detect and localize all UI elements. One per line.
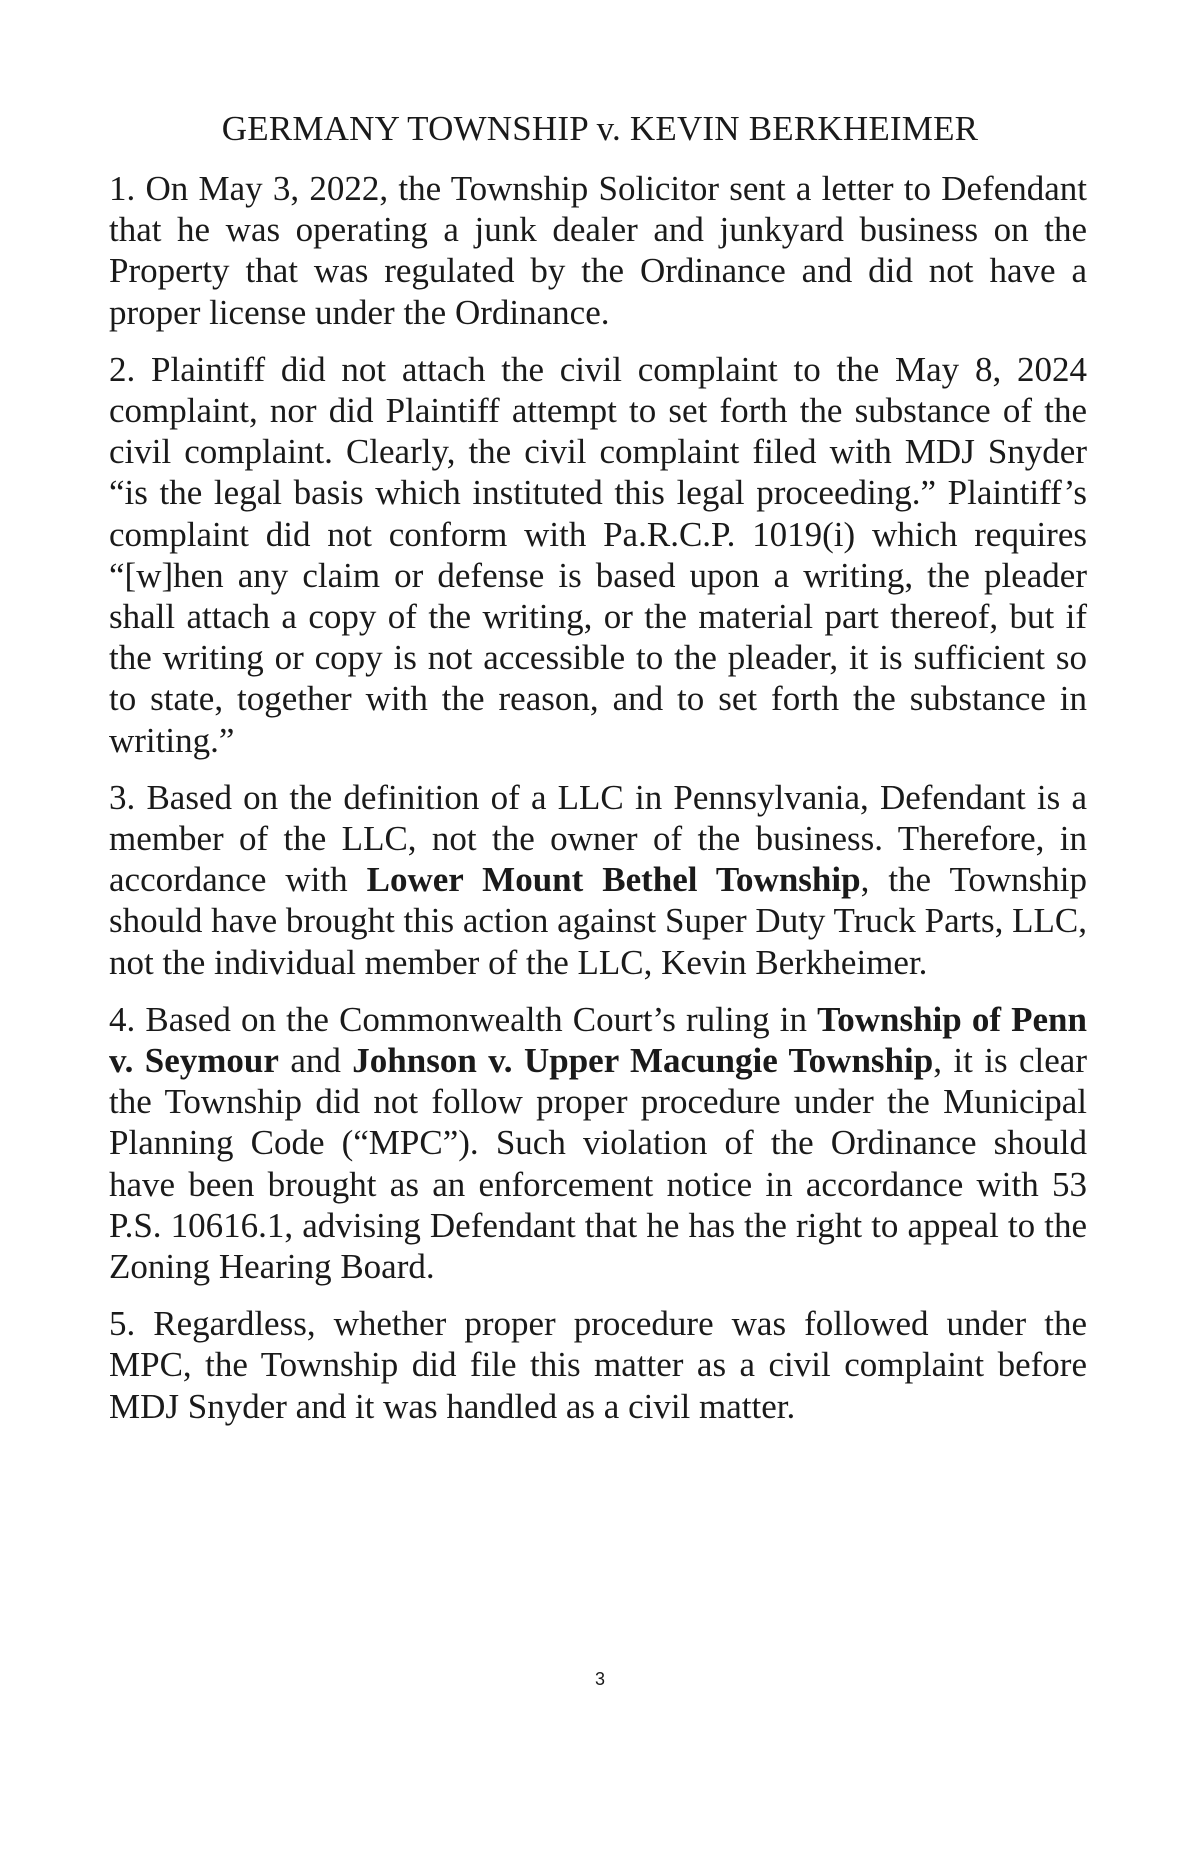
paragraph-text: , it is clear the Township did not follow proper procedure under the Municipal Planning Code (“MPC”). Such violation of the Ordinance should have been brought as an enforcement notice in accordance with 53 P.S. 10616.1, advising Defendant that he has the right to appeal to the Zoning Hearing Board. xyxy=(109,1041,1087,1287)
page-number: 3 xyxy=(594,1669,605,1689)
running-head-title: GERMANY TOWNSHIP v. KEVIN BERKHEIMER xyxy=(221,109,979,148)
paragraph-text: 3. Based on the definition of a LLC in Pennsylvania, Defendant is a member of the LLC, not the owner of the business. Therefore, in accordance with xyxy=(109,777,1087,900)
paragraph-text: 4. Based on the Commonwealth Court’s ruling in xyxy=(109,999,818,1039)
paragraph-3 xyxy=(109,777,1087,983)
paragraph-text: 1. On May 3, 2022, the Township Solicitor sent a letter to Defendant that he was operating a junk dealer and junkyard business on the Property that was regulated by the Ordinance and did not have a proper license under the Ordinance. xyxy=(109,169,1087,332)
paragraph-4 xyxy=(109,999,1087,1287)
paragraph-text: 2. Plaintiff did not attach the civil complaint to the May 8, 2024 complaint, nor did Plaintiff attempt to set forth the substance of the civil complaint. Clearly, the civil complaint filed with MDJ Snyder “is the legal basis which instituted this legal proceeding.” Plaintiff’s complaint did not conform with Pa.R.C.P. 1019(i) which requires “[w]hen any claim or defense is based upon a writing, the pleader shall attach a copy of the writing, or the material part thereof, but if the writing or copy is not accessible to the pleader, it is sufficient so to state, together with the reason, and to set forth the substance in writing.” xyxy=(109,349,1087,760)
case-citation-bold: Johnson v. Upper Macungie Township xyxy=(352,1041,934,1081)
case-citation-bold: Lower Mount Bethel Township xyxy=(366,860,861,900)
paragraph-2 xyxy=(109,349,1087,761)
document-body xyxy=(109,168,1087,1443)
paragraph-1 xyxy=(109,168,1087,333)
paragraph-text: , the Township should have brought this action against Super Duty Truck Parts, LLC, not the individual member of the LLC, Kevin Berkheimer. xyxy=(109,860,1087,982)
case-citation-bold: Township of Penn v. Seymour xyxy=(109,999,1087,1081)
paragraph-5 xyxy=(109,1303,1087,1427)
paragraph-text: 5. Regardless, whether proper procedure was followed under the MPC, the Township did file this matter as a civil complaint before MDJ Snyder and it was handled as a civil matter. xyxy=(109,1304,1087,1426)
paragraph-text: and xyxy=(278,1041,353,1081)
